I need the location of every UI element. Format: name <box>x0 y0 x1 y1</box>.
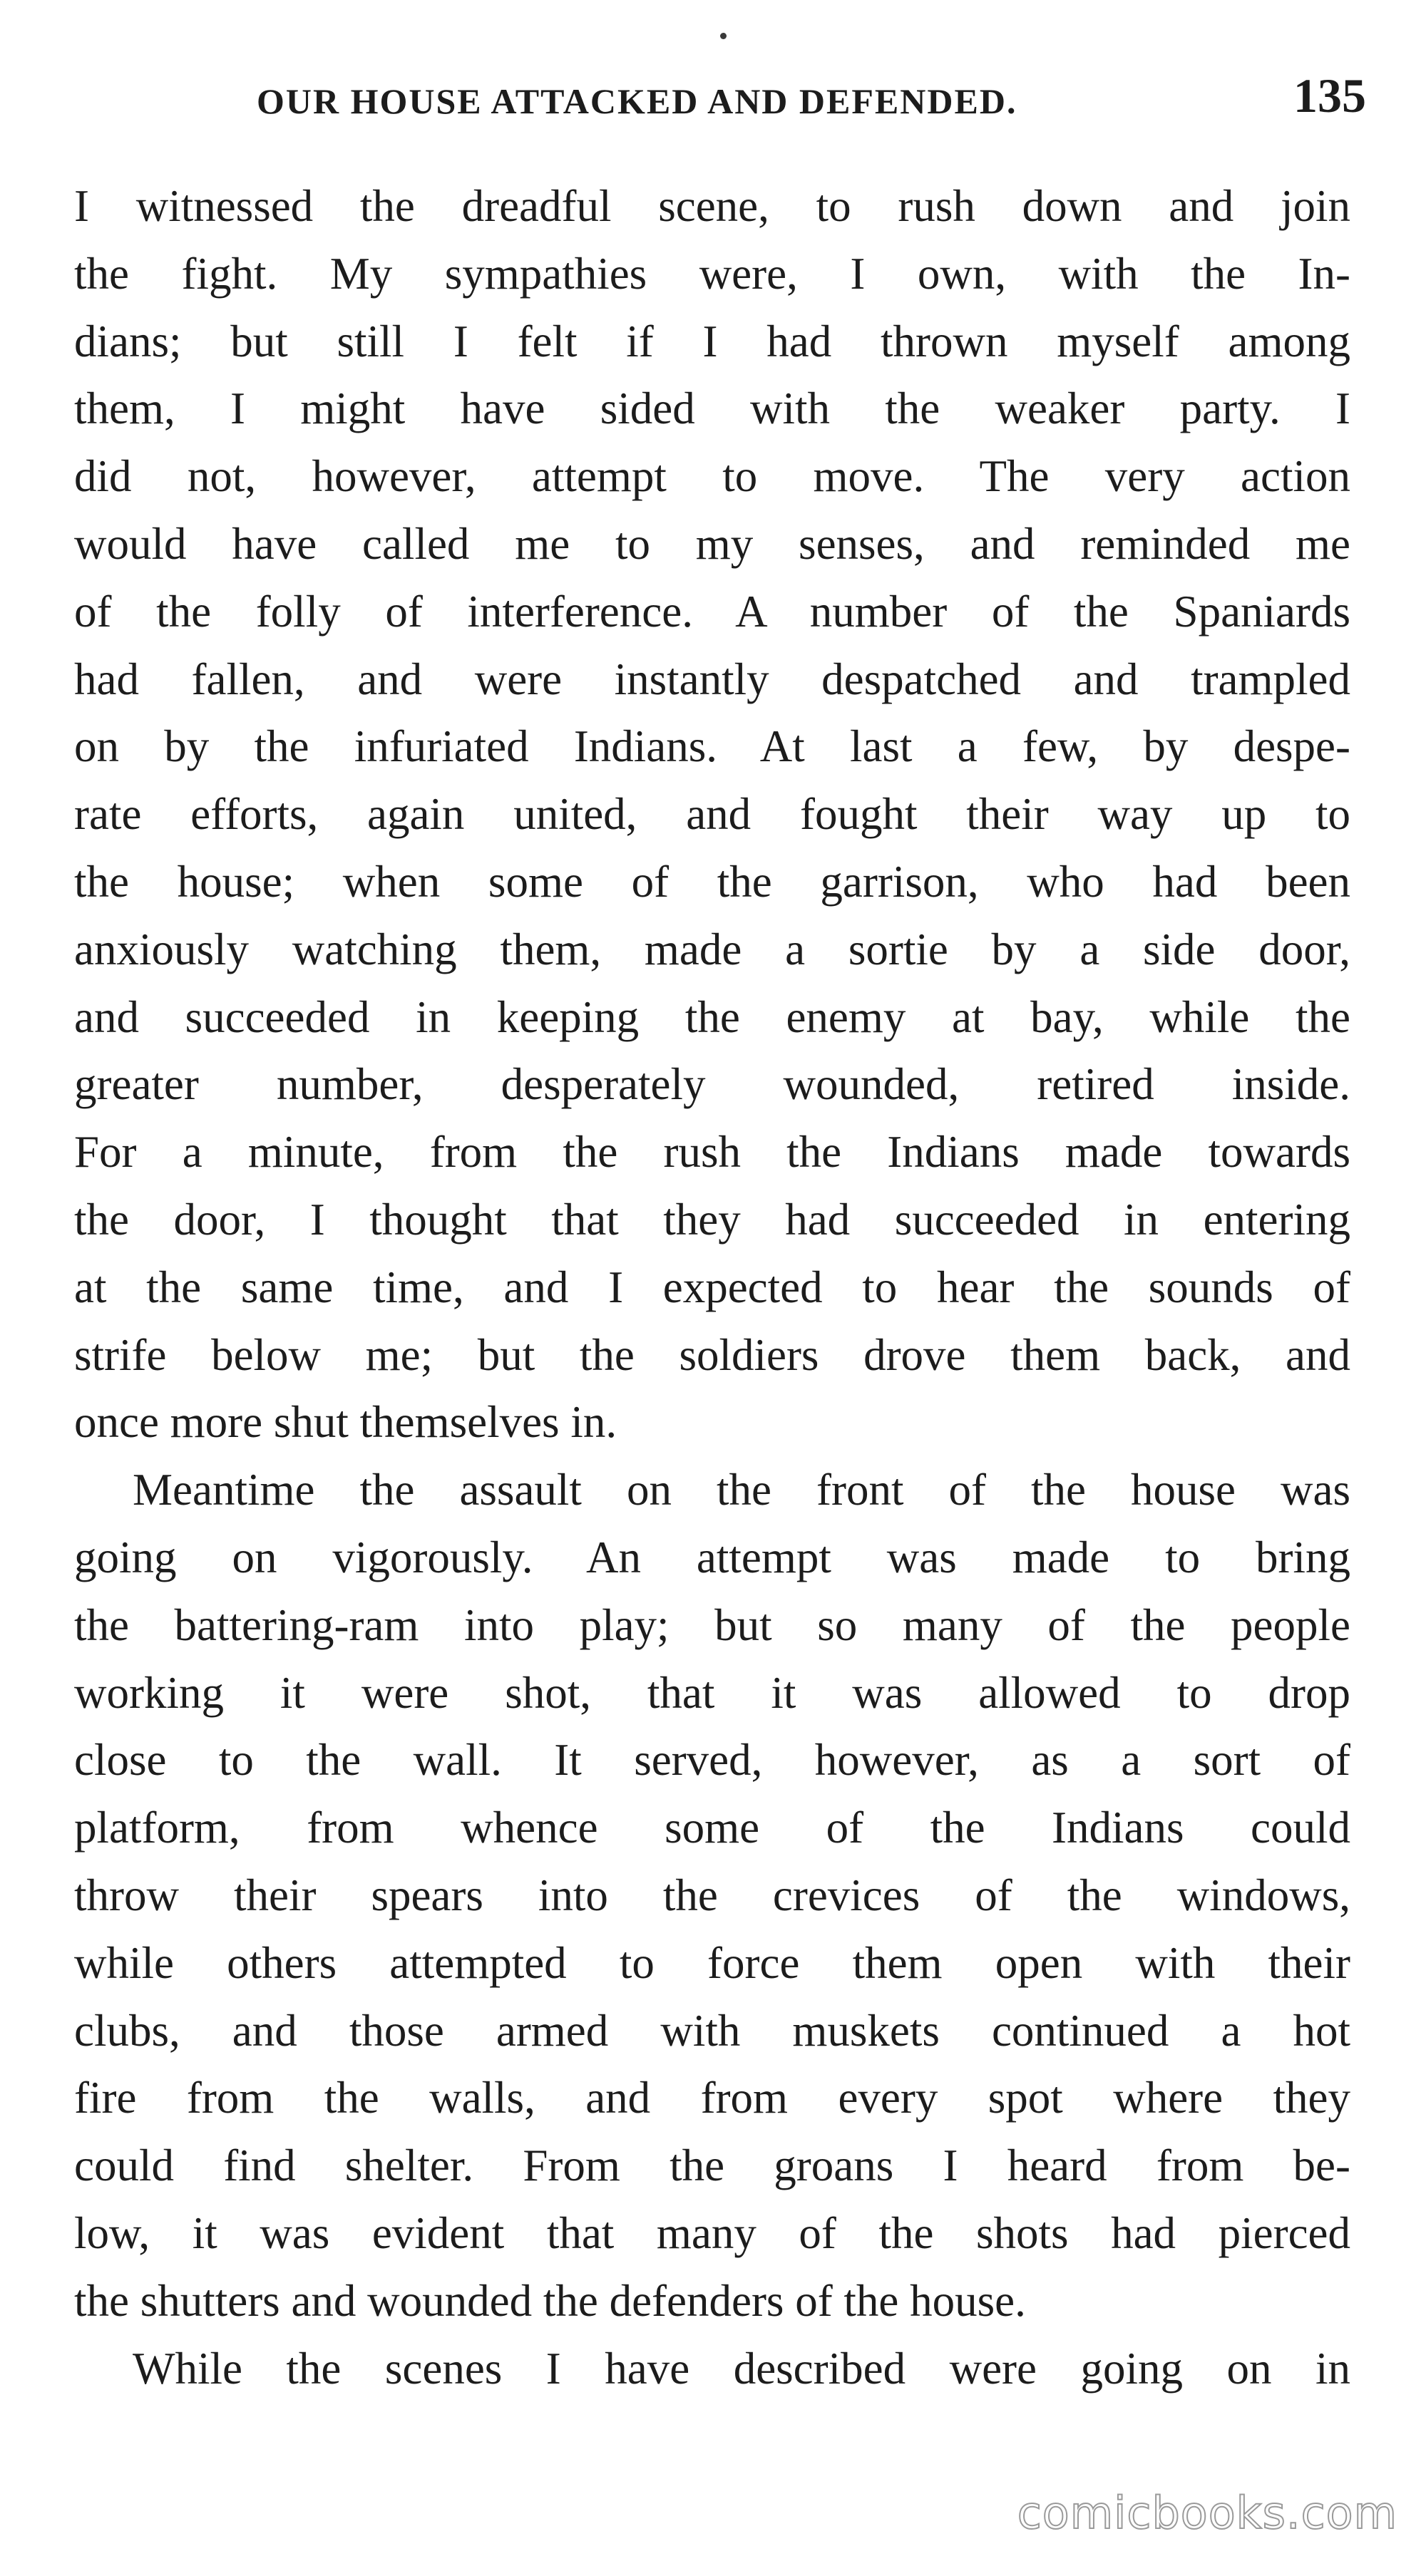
text-line: anxiously watching them, made a sortie by a side door, <box>74 924 1350 974</box>
body-text <box>74 172 1350 2402</box>
text-line: working it were shot, that it was allowed to drop <box>74 1667 1350 1718</box>
text-line: Meantime the assault on the front of the house was <box>133 1465 1350 1515</box>
running-head: OUR HOUSE ATTACKED AND DEFENDED. <box>257 81 1017 121</box>
text-line: did not, however, attempt to move. The very action <box>74 451 1350 502</box>
text-line: greater number, desperately wounded, retired inside. <box>74 1059 1350 1110</box>
watermark: comicbooks.com <box>1017 2487 1397 2539</box>
text-line: could find shelter. From the groans I heard from be- <box>74 2140 1350 2191</box>
text-line: While the scenes I have described were going on in <box>133 2343 1350 2394</box>
text-line: going on vigorously. An attempt was made to bring <box>74 1532 1350 1582</box>
text-line: the door, I thought that they had succeeded in entering <box>74 1194 1350 1245</box>
text-line: and succeeded in keeping the enemy at bay, while the <box>74 991 1350 1042</box>
text-line: For a minute, from the rush the Indians made towards <box>74 1127 1350 1178</box>
page-number: 135 <box>1293 68 1366 123</box>
text-line: rate efforts, again united, and fought their way up to <box>74 789 1350 840</box>
paragraph <box>74 2335 1350 2403</box>
text-line: throw their spears into the crevices of the windows, <box>74 1870 1350 1920</box>
text-line: the house; when some of the garrison, who had been <box>74 856 1350 907</box>
text-line: them, I might have sided with the weaker party. I <box>74 383 1350 434</box>
text-line: close to the wall. It served, however, as a sort of <box>74 1735 1350 1786</box>
text-line: at the same time, and I expected to hear the sounds of <box>74 1262 1350 1312</box>
text-line: had fallen, and were instantly despatched and trampled <box>74 654 1350 704</box>
text-line: platform, from whence some of the Indians could <box>74 1803 1350 1853</box>
text-line: on by the infuriated Indians. At last a few, by despe- <box>74 721 1350 772</box>
paragraph <box>74 172 1350 1456</box>
text-line: I witnessed the dreadful scene, to rush down and join <box>74 181 1350 231</box>
text-line: while others attempted to force them open with their <box>74 1937 1350 1988</box>
text-line: dians; but still I felt if I had thrown myself among <box>74 316 1350 366</box>
ink-speck <box>720 33 727 39</box>
text-line: the fight. My sympathies were, I own, with the In- <box>74 248 1350 299</box>
text-line: clubs, and those armed with muskets continued a hot <box>74 2005 1350 2056</box>
text-line: once more shut themselves in. <box>74 1397 617 1448</box>
text-line: low, it was evident that many of the shots had pierced <box>74 2207 1350 2258</box>
text-line: the shutters and wounded the defenders of the house. <box>74 2275 1026 2326</box>
text-line: of the folly of interference. A number of the Spaniards <box>74 586 1350 637</box>
text-line: fire from the walls, and from every spot where they <box>74 2073 1350 2123</box>
text-line: strife below me; but the soldiers drove them back, and <box>74 1329 1350 1380</box>
text-line: would have called me to my senses, and reminded me <box>74 518 1350 569</box>
paragraph <box>74 1456 1350 2334</box>
text-line: the battering-ram into play; but so many of the people <box>74 1599 1350 1650</box>
